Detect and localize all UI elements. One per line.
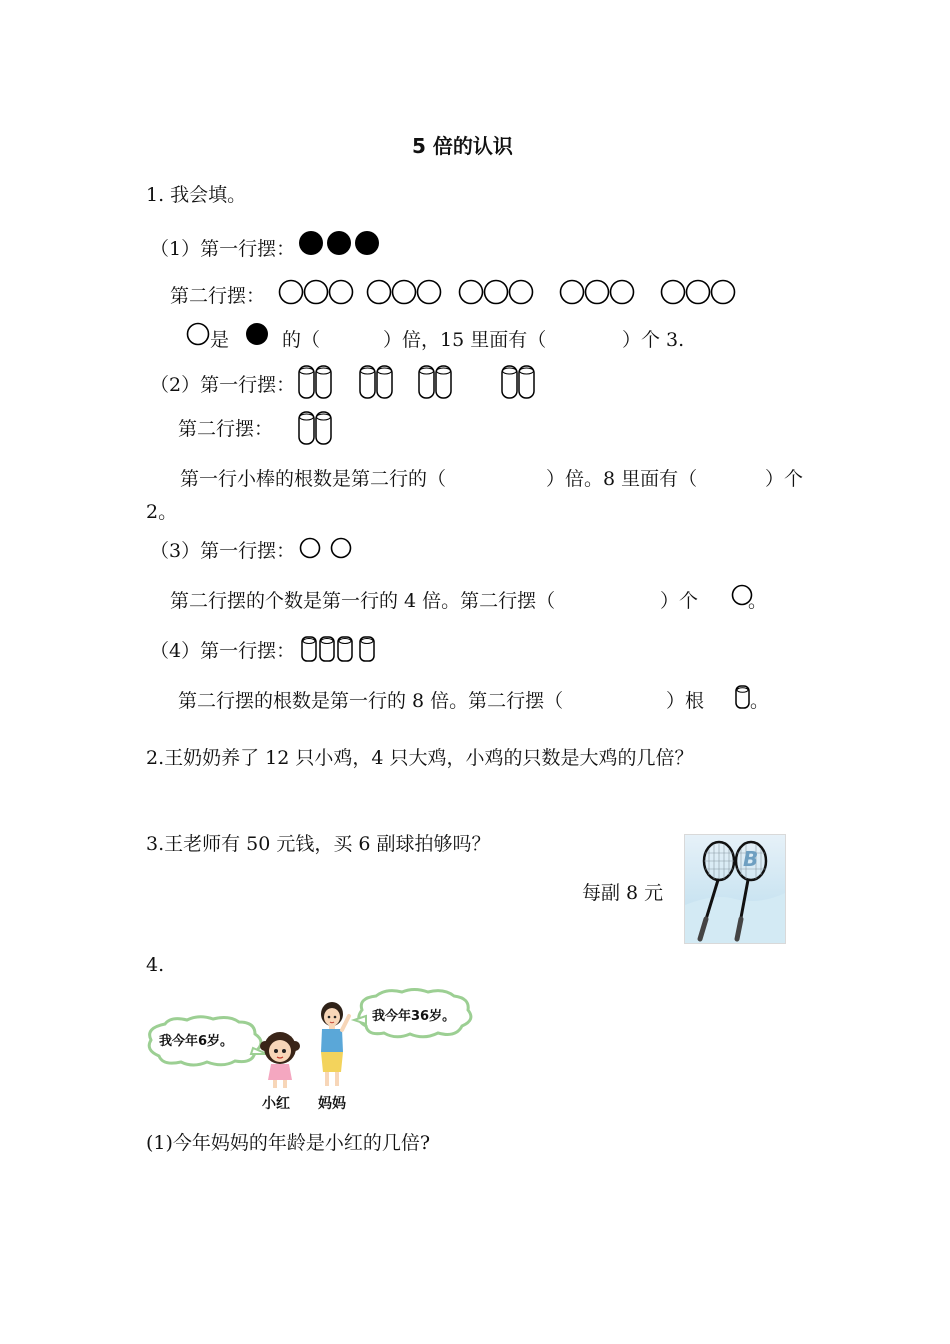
q1-p4-qb: ）根 (666, 690, 705, 712)
q1-p1-of: 的（ (282, 329, 321, 351)
mom-name: 妈妈 (318, 1096, 346, 1112)
q3-text: 3.王老师有 50 元钱，买 6 副球拍够吗？ (146, 833, 491, 855)
white-circles-row (278, 279, 748, 307)
q4-sub1: (1)今年妈妈的年龄是小红的几倍? (146, 1132, 431, 1154)
q1-p2-row2-label: 第二行摆： (178, 418, 274, 440)
sticks-row-1 (296, 362, 546, 400)
girl-bubble-text: 我今年6岁。 (159, 1034, 234, 1049)
sticks-row-4 (300, 634, 382, 664)
q1-p4-qa: 第二行摆的根数是第一行的 8 倍。第二行摆（ (178, 690, 564, 712)
q1-p3-row1-label: （3）第一行摆： (150, 540, 296, 562)
q3-price: 每副 8 元 (582, 882, 664, 904)
q1-p1-row2-label: 第二行摆： (170, 285, 266, 307)
q1-p1-end: ）个 3. (622, 329, 685, 351)
q1-p2-line1b: ）倍。8 里面有（ (546, 468, 698, 490)
racket-letter-icon: B (743, 847, 759, 871)
racket-image (684, 834, 786, 944)
q1-p1-is: 是 (210, 329, 230, 351)
white-circle-icon (186, 322, 210, 346)
mom-bubble-text: 我今年36岁。 (372, 1009, 456, 1024)
q1-p3-qb: ）个 (660, 590, 699, 612)
circles-pair (299, 537, 355, 561)
girl-figure (258, 1028, 302, 1090)
q1-p4-row1-label: （4）第一行摆： (150, 640, 296, 662)
black-dot-icon (245, 322, 269, 346)
q1-p1-mid: ）倍，15 里面有（ (383, 329, 547, 351)
page-title: 5 倍的认识 (412, 134, 513, 158)
mom-figure (316, 1000, 356, 1090)
q4-heading: 4. (146, 954, 165, 976)
q1-p3-end: 。 (748, 590, 768, 612)
black-dots-row (298, 230, 382, 256)
q2-text: 2.王奶奶养了 12 只小鸡，4 只大鸡，小鸡的只数是大鸡的几倍？ (146, 747, 694, 769)
q1-p1-row1-label: （1）第一行摆： (150, 238, 296, 260)
q1-heading: 1. 我会填。 (146, 184, 247, 206)
q1-p2-line1c: ）个 (765, 468, 804, 490)
q1-p2-line2: 2。 (146, 501, 178, 523)
q1-p3-qa: 第二行摆的个数是第一行的 4 倍。第二行摆（ (170, 590, 556, 612)
sticks-row-2 (296, 408, 340, 446)
q1-p4-end: 。 (750, 690, 770, 712)
girl-name: 小红 (262, 1096, 290, 1112)
q1-p2-row1-label: （2）第一行摆： (150, 374, 296, 396)
q1-p2-line1a: 第一行小棒的根数是第二行的（ (180, 468, 447, 490)
